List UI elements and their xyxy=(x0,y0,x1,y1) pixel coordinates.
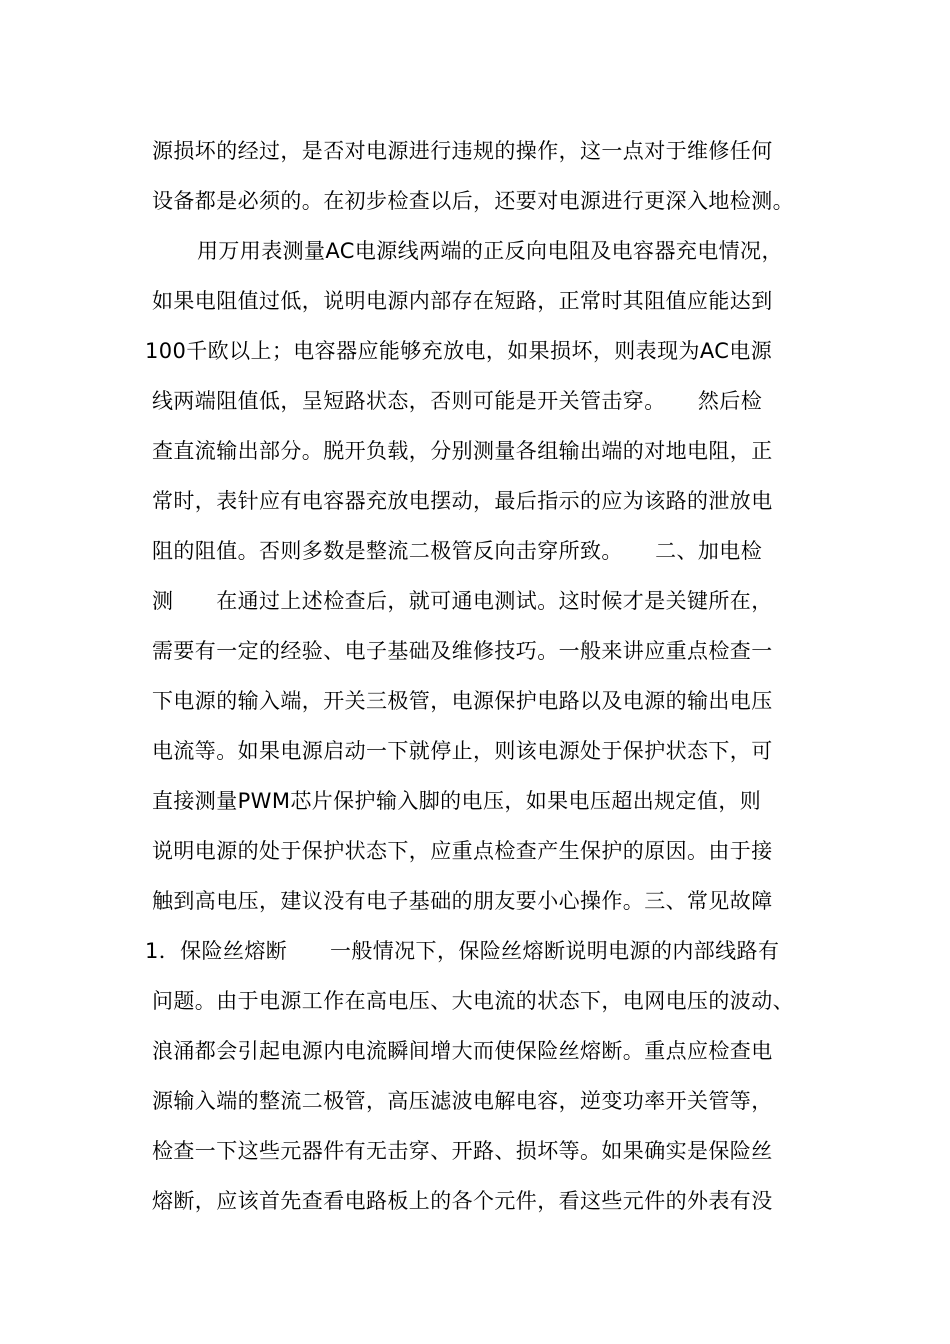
text-line-6: 线两端阻值低，呈短路状态，否则可能是开关管击穿。 然后检 xyxy=(152,389,763,413)
text-line-16: 触到高电压，建议没有电子基础的朋友要小心操作。三、常见故障 xyxy=(152,889,773,913)
text-line-3: 用万用表测量AC电源线两端的正反向电阻及电容器充电情况， xyxy=(197,239,783,263)
text-line-1: 源损坏的经过，是否对电源进行违规的操作，这一点对于维修任何 xyxy=(152,139,773,163)
text-line-2: 设备都是必须的。在初步检查以后，还要对电源进行更深入地检测。 xyxy=(152,189,794,213)
text-line-18: 问题。由于电源工作在高电压、大电流的状态下，电网电压的波动、 xyxy=(152,989,794,1013)
text-line-22: 熔断，应该首先查看电路板上的各个元件，看这些元件的外表有没 xyxy=(152,1189,773,1213)
text-line-11: 需要有一定的经验、电子基础及维修技巧。一般来讲应重点检查一 xyxy=(152,639,773,663)
text-line-21: 检查一下这些元器件有无击穿、开路、损坏等。如果确实是保险丝 xyxy=(152,1139,773,1163)
text-line-17: 1．保险丝熔断 一般情况下，保险丝熔断说明电源的内部线路有 xyxy=(145,939,780,963)
text-line-19: 浪涌都会引起电源内电流瞬间增大而使保险丝熔断。重点应检查电 xyxy=(152,1039,773,1063)
text-line-9: 阻的阻值。否则多数是整流二极管反向击穿所致。 二、加电检 xyxy=(152,539,763,563)
text-line-7: 查直流输出部分。脱开负载，分别测量各组输出端的对地电阻，正 xyxy=(152,439,773,463)
text-line-5: 100千欧以上；电容器应能够充放电，如果损坏，则表现为AC电源 xyxy=(145,339,773,363)
text-line-12: 下电源的输入端，开关三极管，电源保护电路以及电源的输出电压 xyxy=(152,689,773,713)
text-line-8: 常时，表针应有电容器充放电摆动，最后指示的应为该路的泄放电 xyxy=(152,489,773,513)
text-line-10: 测 在通过上述检查后，就可通电测试。这时候才是关键所在， xyxy=(152,589,773,613)
text-line-13: 电流等。如果电源启动一下就停止，则该电源处于保护状态下，可 xyxy=(152,739,773,763)
text-line-4: 如果电阻值过低，说明电源内部存在短路，正常时其阻值应能达到 xyxy=(152,289,773,313)
text-line-15: 说明电源的处于保护状态下，应重点检查产生保护的原因。由于接 xyxy=(152,839,773,863)
text-line-20: 源输入端的整流二极管，高压滤波电解电容，逆变功率开关管等， xyxy=(152,1089,773,1113)
text-line-14: 直接测量PWM芯片保护输入脚的电压，如果电压超出规定值，则 xyxy=(152,789,762,813)
